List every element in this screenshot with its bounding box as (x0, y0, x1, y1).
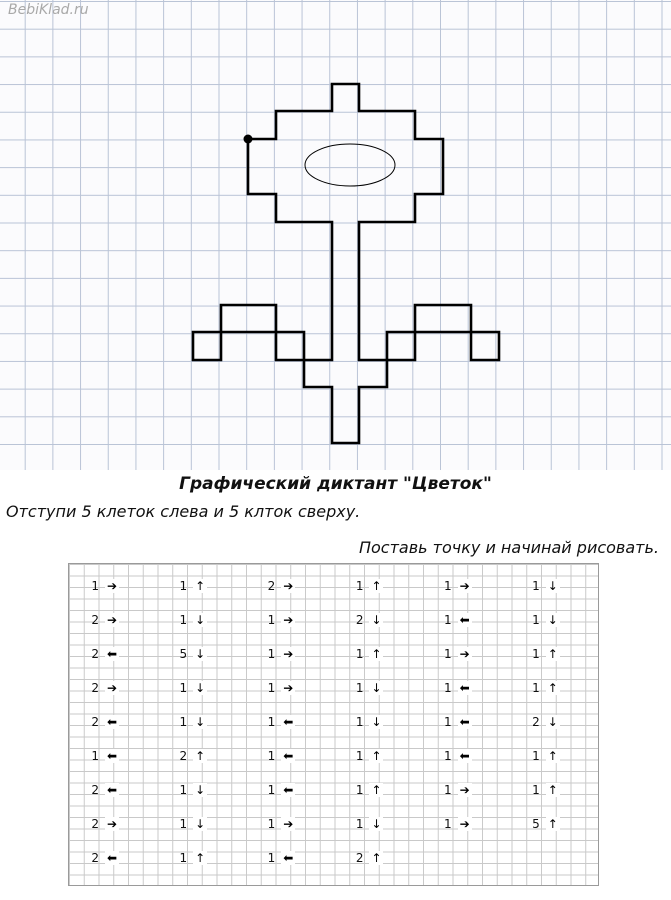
arrow-up-icon: ↑ (195, 578, 206, 593)
dictation-cell (333, 812, 421, 846)
step-count: 1 (267, 850, 276, 865)
step-count: 5 (532, 816, 540, 831)
arrow-down-icon: ↓ (195, 646, 206, 661)
dictation-row (69, 778, 598, 812)
arrow-up-icon: ↑ (547, 646, 558, 661)
dictation-cell (245, 676, 333, 710)
step-count: 5 (179, 646, 188, 661)
dictation-cell (422, 812, 510, 846)
arrow-right-icon: ➔ (283, 612, 294, 627)
dictation-row (69, 710, 598, 744)
arrow-up-icon: ↑ (371, 578, 382, 593)
step-count: 1 (355, 714, 364, 729)
step-count: 1 (443, 646, 452, 661)
dictation-cell (245, 744, 333, 778)
arrow-right-icon: ➔ (459, 816, 470, 831)
step-count: 1 (532, 680, 540, 695)
step-count: 1 (443, 748, 452, 763)
step-count: 2 (267, 578, 276, 593)
step-count: 1 (267, 646, 276, 661)
dictation-cell (510, 608, 598, 642)
arrow-down-icon: ↓ (547, 612, 558, 627)
step-count: 2 (532, 714, 540, 729)
flower-outline (193, 84, 499, 443)
arrow-up-icon: ↑ (371, 850, 382, 865)
dictation-row (69, 608, 598, 642)
step-count: 1 (532, 646, 540, 661)
arrow-down-icon: ↓ (371, 612, 382, 627)
step-count: 1 (443, 680, 452, 695)
step-count: 1 (355, 680, 364, 695)
step-count: 1 (267, 748, 276, 763)
step-count: 1 (179, 714, 188, 729)
step-count: 1 (179, 578, 188, 593)
arrow-up-icon: ↑ (371, 646, 382, 661)
dictation-cell (510, 744, 598, 778)
arrow-down-icon: ↓ (371, 680, 382, 695)
step-count: 1 (267, 714, 276, 729)
dictation-cell (69, 608, 157, 642)
dictation-cell (245, 710, 333, 744)
dictation-cell (157, 846, 245, 880)
step-count: 1 (355, 748, 364, 763)
step-count: 2 (355, 612, 364, 627)
step-count: 2 (91, 714, 99, 729)
dictation-cell (333, 574, 421, 608)
arrow-up-icon: ↑ (547, 680, 558, 695)
arrow-up-icon: ↑ (547, 816, 558, 831)
arrow-left-icon: ⬅ (106, 714, 118, 729)
dictation-cell (422, 676, 510, 710)
dictation-cell (422, 574, 510, 608)
arrow-left-icon: ⬅ (459, 714, 470, 729)
step-count: 1 (532, 748, 540, 763)
step-count: 1 (443, 816, 452, 831)
dictation-cell (333, 676, 421, 710)
arrow-up-icon: ↑ (371, 782, 382, 797)
dictation-cell (422, 744, 510, 778)
arrow-down-icon: ↓ (195, 714, 206, 729)
dictation-cell (333, 846, 421, 880)
dictation-row (69, 642, 598, 676)
arrow-up-icon: ↑ (195, 850, 206, 865)
arrow-left-icon: ⬅ (283, 850, 294, 865)
arrow-left-icon: ⬅ (106, 748, 118, 763)
dictation-cell (157, 744, 245, 778)
arrow-right-icon: ➔ (106, 612, 118, 627)
dictation-cell (333, 778, 421, 812)
arrow-down-icon: ↓ (195, 680, 206, 695)
step-count: 1 (179, 680, 188, 695)
start-dot (244, 135, 253, 144)
step-count: 1 (532, 612, 540, 627)
dictation-cell (245, 846, 333, 880)
dictation-cell (510, 778, 598, 812)
arrow-left-icon: ⬅ (106, 646, 118, 661)
step-count: 1 (443, 612, 452, 627)
arrow-left-icon: ⬅ (459, 748, 470, 763)
step-count: 2 (91, 850, 99, 865)
arrow-left-icon: ⬅ (459, 680, 470, 695)
arrow-up-icon: ↑ (547, 782, 558, 797)
arrow-down-icon: ↓ (195, 816, 206, 831)
arrow-left-icon: ⬅ (459, 612, 470, 627)
dictation-cell (333, 608, 421, 642)
dictation-cell (422, 608, 510, 642)
step-count: 1 (267, 612, 276, 627)
step-count: 2 (91, 680, 99, 695)
step-count: 1 (267, 782, 276, 797)
step-count: 1 (267, 680, 276, 695)
arrow-right-icon: ➔ (283, 680, 294, 695)
dictation-cell (157, 608, 245, 642)
dictation-cell (333, 642, 421, 676)
arrow-left-icon: ⬅ (283, 782, 294, 797)
step-count: 1 (355, 578, 364, 593)
dictation-cell (157, 574, 245, 608)
arrow-down-icon: ↓ (371, 714, 382, 729)
arrow-down-icon: ↓ (547, 714, 558, 729)
arrow-right-icon: ➔ (459, 578, 470, 593)
arrow-right-icon: ➔ (459, 782, 470, 797)
step-count: 2 (179, 748, 188, 763)
dictation-cell (69, 710, 157, 744)
arrow-left-icon: ⬅ (283, 714, 294, 729)
step-count: 1 (267, 816, 276, 831)
dictation-cell (69, 744, 157, 778)
arrow-left-icon: ⬅ (283, 748, 294, 763)
arrow-right-icon: ➔ (283, 816, 294, 831)
dictation-cell (422, 710, 510, 744)
step-count: 1 (532, 782, 540, 797)
arrow-right-icon: ➔ (106, 680, 118, 695)
dictation-cell (422, 846, 510, 880)
step-count: 1 (355, 782, 364, 797)
step-count: 1 (179, 782, 188, 797)
arrow-down-icon: ↓ (195, 612, 206, 627)
dictation-cell (157, 778, 245, 812)
step-count: 2 (91, 782, 99, 797)
arrow-right-icon: ➔ (459, 646, 470, 661)
dictation-table (68, 563, 599, 886)
instruction-line-2: Поставь точку и начинай рисовать. (358, 538, 659, 557)
dictation-row (69, 744, 598, 778)
dictation-cell (245, 608, 333, 642)
dictation-cell (510, 642, 598, 676)
step-count: 1 (532, 578, 540, 593)
dictation-cell (69, 778, 157, 812)
arrow-left-icon: ⬅ (106, 850, 118, 865)
dictation-cell (510, 710, 598, 744)
dictation-cell (69, 574, 157, 608)
step-count: 1 (91, 578, 99, 593)
dictation-cell (510, 812, 598, 846)
step-count: 1 (179, 612, 188, 627)
dictation-cell (333, 710, 421, 744)
dictation-cell (157, 676, 245, 710)
dictation-grid (69, 574, 598, 880)
dictation-row (69, 846, 598, 880)
arrow-right-icon: ➔ (106, 816, 118, 831)
arrow-right-icon: ➔ (106, 578, 118, 593)
dictation-row (69, 574, 598, 608)
step-count: 2 (355, 850, 364, 865)
dictation-cell (422, 642, 510, 676)
dictation-cell (69, 676, 157, 710)
step-count: 1 (443, 714, 452, 729)
arrow-up-icon: ↑ (371, 748, 382, 763)
step-count: 1 (179, 850, 188, 865)
dictation-cell (510, 846, 598, 880)
dictation-cell (157, 812, 245, 846)
dictation-cell (510, 676, 598, 710)
dictation-row (69, 676, 598, 710)
arrow-down-icon: ↓ (547, 578, 558, 593)
arrow-up-icon: ↑ (547, 748, 558, 763)
arrow-down-icon: ↓ (371, 816, 382, 831)
worksheet-title: Графический диктант "Цветок" (179, 474, 492, 494)
arrow-right-icon: ➔ (283, 646, 294, 661)
dictation-cell (245, 778, 333, 812)
dictation-cell (69, 812, 157, 846)
arrow-right-icon: ➔ (283, 578, 294, 593)
dictation-cell (333, 744, 421, 778)
step-count: 1 (355, 646, 364, 661)
step-count: 1 (443, 782, 452, 797)
instruction-line-1: Отступи 5 клеток слева и 5 клток сверху. (6, 502, 361, 521)
arrow-down-icon: ↓ (195, 782, 206, 797)
dictation-cell (245, 574, 333, 608)
step-count: 2 (91, 646, 99, 661)
dictation-cell (69, 846, 157, 880)
dictation-cell (157, 642, 245, 676)
step-count: 1 (91, 748, 99, 763)
flower-center-ellipse (305, 144, 395, 186)
dictation-cell (510, 574, 598, 608)
step-count: 1 (443, 578, 452, 593)
dictation-row (69, 812, 598, 846)
step-count: 2 (91, 612, 99, 627)
dictation-cell (69, 642, 157, 676)
dictation-cell (245, 642, 333, 676)
dictation-cell (245, 812, 333, 846)
arrow-up-icon: ↑ (195, 748, 206, 763)
step-count: 2 (91, 816, 99, 831)
step-count: 1 (179, 816, 188, 831)
dictation-cell (422, 778, 510, 812)
dictation-cell (157, 710, 245, 744)
site-watermark: BebiKlad.ru (8, 2, 89, 18)
step-count: 1 (355, 816, 364, 831)
arrow-left-icon: ⬅ (106, 782, 118, 797)
